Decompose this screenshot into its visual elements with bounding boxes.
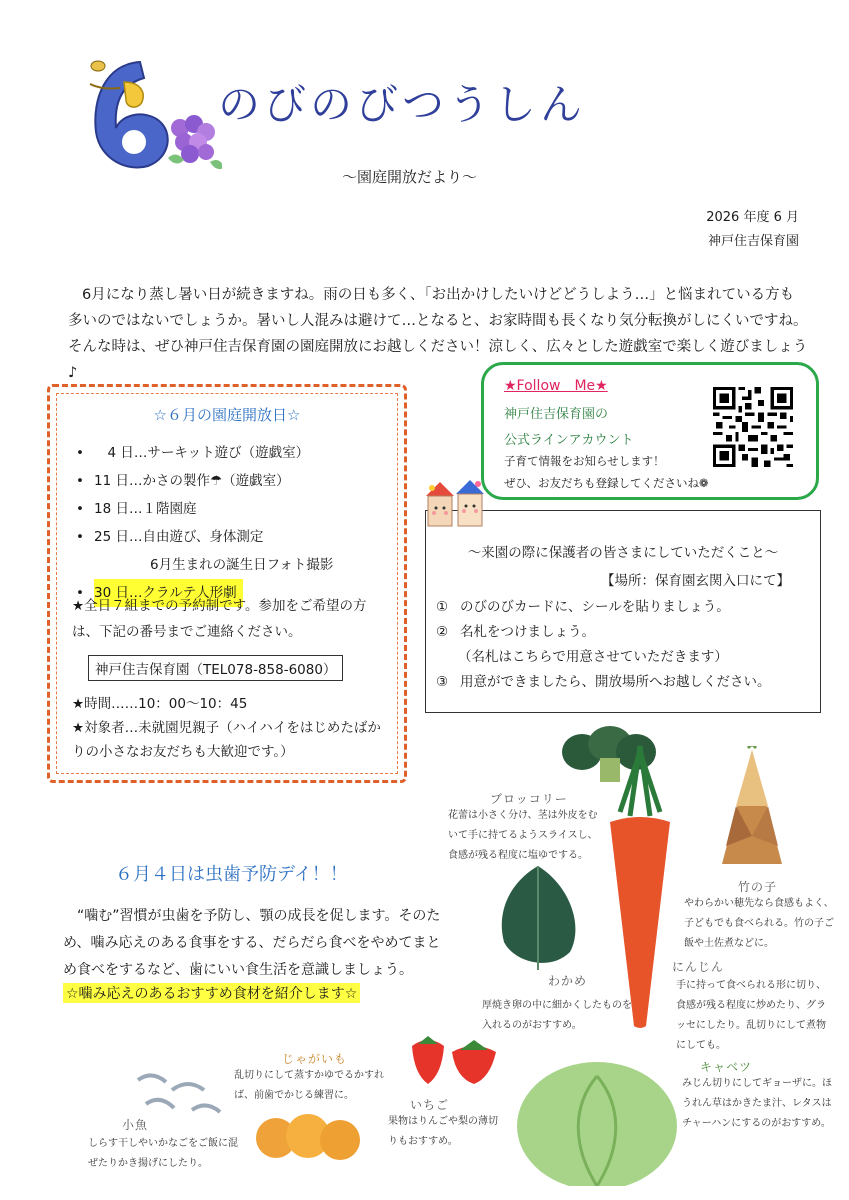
schedule-item: • 25 日…自由遊び、身体測定 <box>74 523 333 551</box>
schedule-item: • 18 日…１階園庭 <box>74 495 333 523</box>
food-desc-bamboo-shoot: やわらかい穂先なら食感もよく、子どもでも食べられる。竹の子ご飯や土佐煮などに。 <box>684 898 834 949</box>
schedule-title: ☆６月の園庭開放日☆ <box>153 406 301 424</box>
food-desc-potato: 乱切りにして蒸すかゆでるかすれば、前歯でかじる練習に。 <box>234 1070 384 1101</box>
food-name-bamboo-shoot: 竹の子 <box>738 880 778 894</box>
line-account-box <box>481 362 819 500</box>
small-fish-icon <box>132 1060 228 1120</box>
food-name-small-fish: 小魚 <box>122 1118 149 1132</box>
visit-step-note: （名札はこちらで用意させていただきます） <box>458 649 728 665</box>
food-name-potato: じゃがいも <box>282 1052 348 1066</box>
wakame-icon <box>490 862 586 974</box>
visit-step: ② 名札をつけましょう。 <box>436 624 595 640</box>
food-desc-cabbage: みじん切りにしてギョーザに。ほうれん草はかきたま汁、レタスはチャーハンにするのがおすすめ。 <box>682 1078 832 1129</box>
bamboo-shoot-icon <box>712 746 792 870</box>
food-desc-carrot: 手に持って食べられる形に切り、食感が残る程度に炒めたり、グラッセにしたり。乱切りにして煮物にしても。 <box>676 980 826 1051</box>
schedule-box <box>47 384 407 783</box>
cabbage-icon <box>512 1046 682 1186</box>
schedule-list <box>74 439 333 607</box>
food-desc-strawberry: 果物はりんごや梨の薄切りもおすすめ。 <box>388 1116 498 1147</box>
page-title: のびのびつうしん <box>218 80 587 129</box>
visit-instructions-box <box>425 510 821 713</box>
food-name-carrot: にんじん <box>672 960 725 974</box>
schedule-item: • 11 日…かさの製作☂（遊戯室） <box>74 467 333 495</box>
reservation-note: ★全日７組までの予約制です。参加をご希望の方は、下記の番号までご連絡ください。 <box>72 598 367 640</box>
target-info: ★対象者…未就園児親子（ハイハイをはじめたばかりの小さなお友だちも大歓迎です。） <box>72 720 381 760</box>
issue-date: 2026 年度 6 月 <box>706 210 799 225</box>
logo-six-snail-icon <box>82 48 222 180</box>
highlight-marker: 30 日…クラルテ人形劇 <box>94 579 243 607</box>
follow-me-label: ★Follow Me★ <box>504 378 608 394</box>
visit-place: 【場所：保育園玄関入口にて】 <box>601 573 790 589</box>
line-account-label: 公式ラインアカウント <box>504 433 634 448</box>
food-name-cabbage: キャベツ <box>700 1060 753 1074</box>
carrot-icon <box>600 742 680 1028</box>
page-subtitle: ～園庭開放だより～ <box>342 168 478 186</box>
phone-contact: 神戸住吉保育園（TEL078-858-6080） <box>88 655 343 681</box>
house-characters-icon <box>422 478 490 528</box>
schedule-item-continued: 6月生まれの誕生日フォト撮影 <box>150 557 334 573</box>
dental-day-heading: ６月４日は虫歯予防デイ！！ <box>115 864 348 885</box>
line-register-text: ぜひ、お友だちも登録してくださいね❁ <box>504 476 709 490</box>
time-info: ★時間……10：00～10：45 <box>72 696 248 712</box>
schedule-item: • 4 日…サーキット遊び（遊戯室） <box>74 439 333 467</box>
intro-text: 6月になり蒸し暑い日が続きますね。雨の日も多く、「お出かけしたいけどどうしよう…」と悩まれている方も多いのではないでしょうか。暑いし人混みは避けて…となると、お家時間も長くなり気分転換がしにくいですね。そんな時は、ぜひ神戸住吉保育園の園庭開放にお越しください！涼しく、広々とした遊戯室で楽しく遊びましょう♪ <box>68 287 808 381</box>
potato-icon <box>254 1106 362 1174</box>
food-desc-wakame: 厚焼き卵の中に細かくしたものを入れるのがおすすめ。 <box>482 1000 632 1031</box>
org-name: 神戸住吉保育園 <box>707 234 799 249</box>
food-intro-highlight: ☆噛み応えのあるおすすめ食材を紹介します☆ <box>63 983 360 1003</box>
visit-title: ～来園の際に保護者の皆さまにしていただくこと～ <box>467 545 779 561</box>
visit-step: ③ 用意ができましたら、開放場所へお越しください。 <box>436 674 771 690</box>
food-desc-small-fish: しらす干しやいかなごをご飯に混ぜたりかき揚げにしたり。 <box>88 1138 238 1169</box>
line-org-name: 神戸住吉保育園の <box>504 407 609 422</box>
time-target-info <box>72 692 394 764</box>
qr-code-icon[interactable] <box>713 387 793 467</box>
food-name-wakame: わかめ <box>548 974 588 988</box>
food-name-broccoli: ブロッコリー <box>490 792 568 806</box>
visit-step: ① のびのびカードに、シールを貼りましょう。 <box>436 599 730 615</box>
issue-info <box>706 206 799 254</box>
strawberry-icon <box>406 1030 502 1090</box>
food-name-strawberry: いちご <box>410 1098 450 1112</box>
dental-body: “噛む”習慣が虫歯を予防し、顎の成長を促します。そのため、噛み応えのある食事をする、だらだら食べをやめてまとめ食べをするなど、歯にいい食生活を意識しましょう。 <box>63 908 441 978</box>
line-info-text: 子育て情報をお知らせします！ <box>504 454 665 468</box>
visit-steps <box>436 595 771 695</box>
food-desc-broccoli: 花蕾は小さく分け、茎は外皮をむいて手に持てるようスライスし、食感が残る程度に塩ゆでする。 <box>448 810 598 861</box>
